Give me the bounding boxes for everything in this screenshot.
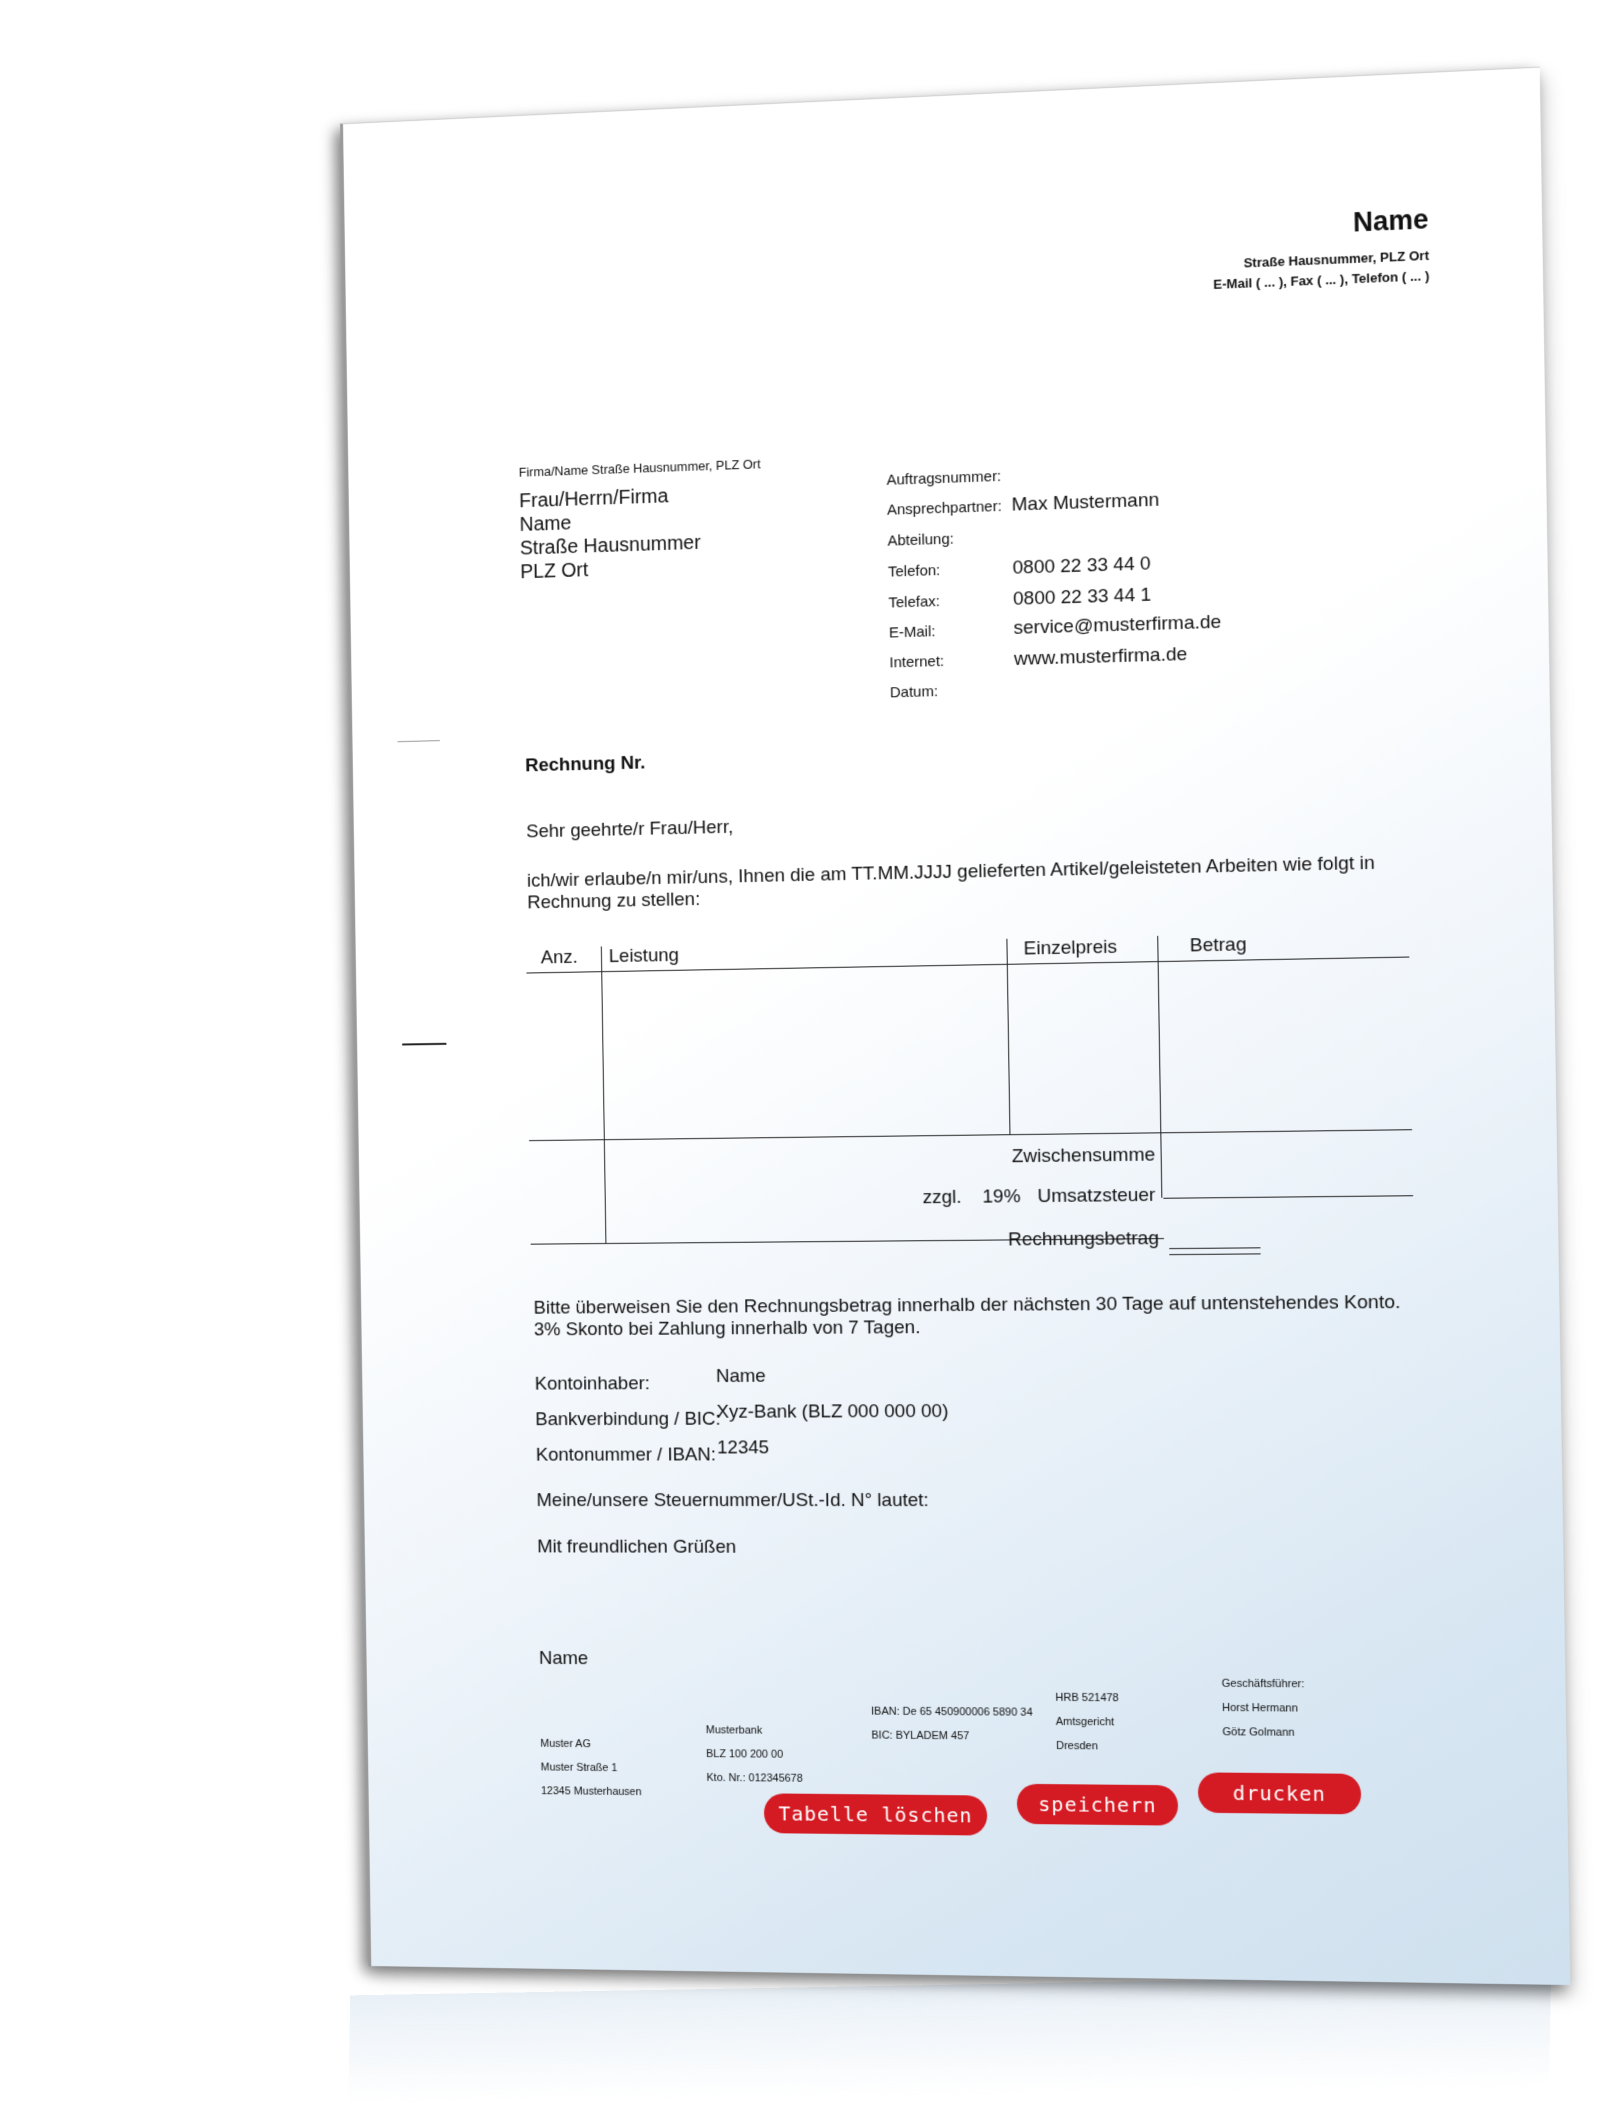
letterhead-name: Name	[1352, 204, 1429, 238]
footer-line: 12345 Musterhausen	[540, 1785, 642, 1799]
footer-line: Amtsgericht	[1055, 1715, 1115, 1729]
bank-value-account-holder: Name	[715, 1365, 766, 1387]
footer-line: Dresden	[1056, 1739, 1099, 1753]
closing: Mit freundlichen Grüßen	[537, 1536, 737, 1558]
column-header-anz: Anz.	[540, 946, 578, 969]
subtotal-label: Zwischensumme	[1011, 1144, 1156, 1168]
column-header-betrag: Betrag	[1189, 934, 1247, 957]
info-label-telefax: Telefax:	[888, 593, 941, 612]
intro-line: Rechnung zu stellen:	[527, 889, 701, 914]
invoice-subject: Rechnung Nr.	[525, 752, 646, 777]
footer-line: BLZ 100 200 00	[706, 1748, 784, 1761]
footer-line: HRB 521478	[1055, 1691, 1119, 1705]
footer-line: Götz Golmann	[1222, 1726, 1295, 1739]
footer-line: Horst Hermann	[1221, 1701, 1299, 1715]
info-label-datum: Datum:	[889, 683, 939, 702]
bank-label-account-holder: Kontoinhaber:	[534, 1373, 651, 1395]
discount-terms: 3% Skonto bei Zahlung innerhalb von 7 Tagen.	[533, 1317, 921, 1341]
info-label-ansprechpartner: Ansprechpartner:	[886, 497, 1002, 519]
letterhead-address: Straße Hausnummer, PLZ Ort	[1243, 247, 1430, 271]
return-address: Firma/Name Straße Hausnummer, PLZ Ort	[518, 456, 761, 480]
info-value-ansprechpartner: Max Mustermann	[1011, 489, 1160, 516]
document-page	[340, 67, 1570, 1986]
footer-line: IBAN: De 65 450900006 5890 34	[870, 1705, 1033, 1719]
footer-bank	[706, 1718, 803, 1790]
save-button[interactable]: speichern	[1017, 1784, 1179, 1826]
recipient-line: Straße Hausnummer	[519, 531, 701, 560]
footer-iban	[871, 1700, 1033, 1749]
letterhead-contact: E-Mail ( ... ), Fax ( ... ), Telefon ( ... )	[1213, 267, 1430, 292]
page-sheet	[340, 67, 1570, 1986]
tax-label: Umsatzsteuer	[1037, 1184, 1156, 1208]
footer-line: Musterbank	[705, 1724, 763, 1737]
payment-terms: Bitte überweisen Sie den Rechnungsbetrag innerhalb der nächsten 30 Tage auf untenstehendes Konto.	[533, 1291, 1401, 1319]
recipient-line: Frau/Herrn/Firma	[519, 485, 669, 513]
total-label: Rechnungsbetrag	[1007, 1228, 1160, 1251]
footer-management	[1221, 1672, 1305, 1745]
bank-value-iban: 12345	[716, 1437, 770, 1459]
footer-line: Kto. Nr.: 012345678	[706, 1771, 803, 1785]
bank-label-bank: Bankverbindung / BIC:	[535, 1408, 721, 1431]
recipient-line: PLZ Ort	[520, 559, 589, 584]
footer-line: Geschäftsführer:	[1221, 1677, 1305, 1691]
signature-name: Name	[538, 1648, 589, 1670]
footer-register	[1055, 1686, 1120, 1759]
info-label-abteilung: Abteilung:	[887, 530, 955, 550]
clear-table-button[interactable]: Tabelle löschen	[764, 1793, 988, 1835]
footer-line: Muster Straße 1	[540, 1761, 618, 1775]
info-label-telefon: Telefon:	[887, 562, 941, 581]
info-label-auftragsnummer: Auftragsnummer:	[886, 467, 1002, 489]
column-header-leistung: Leistung	[608, 944, 680, 968]
intro-line: ich/wir erlaube/n mir/uns, Ihnen die am TT.MM.JJJJ gelieferten Artikel/geleisteten Arbeiten wie folgt in	[526, 852, 1375, 892]
tax-prefix: zzgl.	[922, 1186, 962, 1209]
footer-company	[540, 1732, 642, 1804]
info-value-telefax: 0800 22 33 44 1	[1012, 584, 1152, 610]
info-value-telefon: 0800 22 33 44 0	[1012, 553, 1151, 579]
footer-line: Muster AG	[540, 1737, 591, 1751]
bank-value-bank: Xyz-Bank (BLZ 000 000 00)	[716, 1401, 949, 1423]
recipient-line: Name	[519, 512, 572, 536]
page-reflection	[348, 1974, 1551, 2103]
bank-label-iban: Kontonummer / IBAN:	[535, 1444, 717, 1466]
info-label-email: E-Mail:	[888, 623, 936, 642]
footer-line: BIC: BYLADEM 457	[871, 1729, 970, 1743]
salutation: Sehr geehrte/r Frau/Herr,	[526, 816, 734, 843]
info-value-email: service@musterfirma.de	[1013, 611, 1222, 639]
tax-id-line: Meine/unsere Steuernummer/USt.-Id. N° lautet:	[536, 1490, 929, 1512]
info-label-internet: Internet:	[889, 652, 945, 672]
print-button[interactable]: drucken	[1198, 1772, 1362, 1814]
info-value-internet: www.musterfirma.de	[1013, 643, 1188, 670]
tax-rate: 19%	[982, 1186, 1021, 1208]
column-header-einzelpreis: Einzelpreis	[1023, 936, 1118, 960]
